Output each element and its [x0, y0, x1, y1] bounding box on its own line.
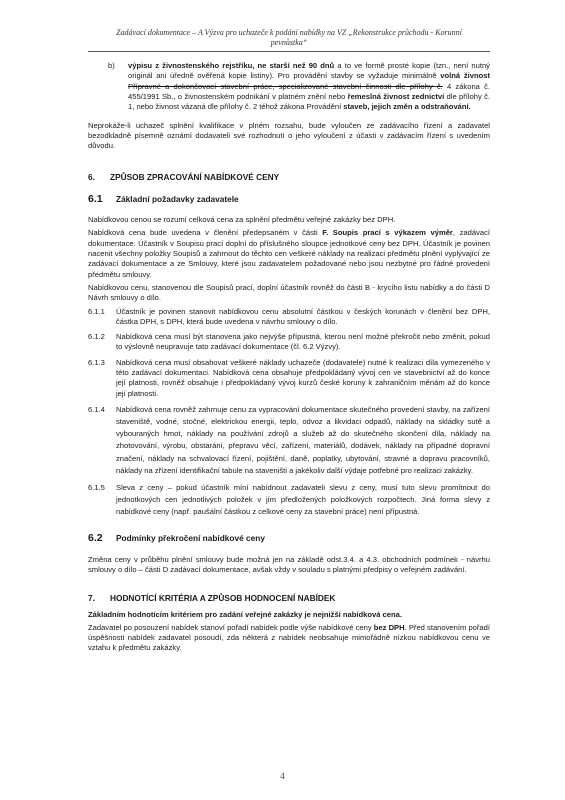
list-item-text — [128, 61, 490, 113]
subsection-number: 6.2 — [88, 532, 103, 545]
bold-text: staveb, jejich změn a odstraňování. — [343, 102, 471, 112]
numbered-item-6-1-2 — [88, 332, 490, 353]
item-number: 6.1.1 — [88, 306, 105, 316]
bold-text: F. Soupis prací s výkazem výměr — [322, 228, 453, 238]
body-text: a to ve formě prosté kopie (tzn., není nutný originál ani úředně ověřená kopie listiny). Pro provádění stavby se vyžaduje minimálně — [128, 61, 490, 81]
section-6-heading — [88, 172, 490, 183]
paragraph-7-b — [88, 623, 490, 654]
subsection-number: 6.1 — [88, 192, 103, 205]
item-text: Účastník je povinen stanovit nabídkovou cenu absolutní částkou v českých korunách v členění bez DPH, částka DPH, s DPH, která bude uvedena v návrhu smlouvy o dílo. — [116, 306, 490, 326]
section-7-heading — [88, 593, 490, 604]
item-number: 6.1.3 — [88, 357, 105, 367]
body-text: Zadavatel po posouzení nabídek stanoví pořadí nabídek podle výše nabídkové ceny — [88, 622, 374, 632]
section-number: 6. — [88, 171, 95, 182]
header-line-2: pevnůstka“ — [270, 38, 308, 47]
paragraph-7-a: Základním hodnotícím kritériem pro zadání veřejné zakázky je nejnižší nabídková cena. — [88, 610, 402, 620]
list-item-b — [108, 61, 490, 113]
section-title: HODNOTÍCÍ KRITÉRIA A ZPŮSOB HODNOCENÍ NABÍDEK — [110, 593, 336, 604]
body-text: Nabídková cena bude uvedena v členění předepsaném v části — [88, 228, 323, 238]
paragraph-6-1-b — [88, 228, 490, 280]
header-line-1: Zadávací dokumentace – A Výzva pro uchazeče k podání nabídky na VZ „Rekonstrukce průchodu - Korunní — [116, 28, 462, 37]
item-text: Nabídková cena musí být stanovena jako nejvýše přípustná, kterou není možné překročit nebo změnit, pokud to výslovně neupravuje tato zadávací dokumentace (čl. 6.2 Výzvy). — [116, 332, 490, 352]
struck-text: Přípravné a dokončovací stavební práce, specializované stavební činnosti dle přílohy č. — [128, 81, 443, 91]
bold-text: volná živnost — [440, 71, 490, 81]
numbered-item-6-1-1 — [88, 307, 490, 328]
section-number: 7. — [88, 593, 95, 604]
body-text: 4 zákona č. 455/1991 Sb., o živnostenském podnikání v platném znění nebo — [128, 81, 491, 101]
item-text: Sleva z ceny – pokud účastník míní nabídnout zadavateli slevu z ceny, musí tuto slevu promítnout do jednotkových cen jednotlivých položek v jím předložených položkových rozpočtech. Jiná forma slevy z nabídkové ceny (např. paušální částkou z celkové ceny za stavební práce) není přípustná. — [116, 482, 490, 517]
bold-text: řemeslná živnost zednictví — [347, 91, 445, 101]
document-page — [88, 28, 490, 657]
item-number: 6.1.5 — [88, 482, 105, 492]
numbered-item-6-1-4 — [88, 404, 490, 477]
paragraph-6-1-a: Nabídkovou cenou se rozumí celková cena za splnění předmětu veřejné zakázky bez DPH. — [88, 215, 396, 225]
page-number: 4 — [280, 771, 285, 781]
body-text: , zadávací dokumentace. Účastník v Soupisu prací doplní do příslušného sloupce jednotkové ceny bez DPH. Účastník je povinen nacenit všechny položky Soupisů a zahrnout do těchto cen veškeré náklady na realizaci předmětu plnění vyplývající ze zadávací dokumentace a ze Smlouvy, které jsou zadavatelem požadované nebo jsou nezbytné pro řádné provedení předmětu smlouvy. — [88, 228, 490, 279]
numbered-item-6-1-3 — [88, 358, 490, 399]
section-title: ZPŮSOB ZPRACOVÁNÍ NABÍDKOVÉ CENY — [110, 171, 280, 182]
list-item-label: b) — [108, 61, 115, 70]
paragraph-6-2: Změna ceny v průběhu plnění smlouvy bude možná jen na základě odst.3.4. a 4.3. obchodních podmínek - návrhu smlouvy o dílo – části D zadávací dokumentace, avšak vždy v souladu s platnými předpisy o veřejném zadávání. — [88, 554, 490, 574]
numbered-item-6-1-5 — [88, 482, 490, 518]
body-text: . Před stanovením pořadí úspěšnosti nabídek zadavatel posoudí, zda některá z nabídek neobsahuje mimořádně nízkou nabídkovou cenu ve vztahu k předmětu zakázky. — [88, 622, 490, 653]
item-number: 6.1.4 — [88, 405, 105, 415]
bold-text: výpisu z živnostenského rejstříku, ne starší než 90 dnů — [128, 61, 335, 70]
page-header — [88, 28, 490, 52]
subsection-6-2-heading — [88, 531, 490, 545]
subsection-6-1-heading — [88, 192, 490, 206]
subsection-title: Podmínky překročení nabídkové ceny — [116, 533, 265, 544]
paragraph-6-1-c: Nabídkovou cenu, stanovenou dle Soupisů prací, doplní účastník rovněž do části B - krycího listu nabídky a do části D Návrh smlouvy o dílo. — [88, 282, 490, 303]
exclusion-paragraph: Neprokáže-li uchazeč splnění kvalifikace v plném rozsahu, bude vyloučen ze zadávacího řízení a zadavatel bezodkladně písemně oznámí dodavateli své rozhodnutí o jeho vyloučení z účasti v zadávacím řízení s uvedením důvodu. — [88, 120, 490, 151]
item-number: 6.1.2 — [88, 332, 105, 342]
item-text: Nabídková cena musí obsahovat veškeré náklady uchazeče (dodavatele) nutné k realizaci díla vymezeného v této zadávací dokumentaci. Nabídková cena obsahuje předpokládaný vývoj cen ve stavebnictví až do konce její platnosti, rovněž obsahuje i předpokládaný vývoj kurzů české koruny k zahraničním měnám až do konce její platnosti. — [116, 357, 490, 398]
subsection-title: Základní požadavky zadavatele — [116, 193, 239, 204]
body-text: dle přílohy č. 1, nebo živnost vázaná dle přílohy č. 2 téhož zákona Provádění — [128, 91, 490, 112]
bold-text: bez DPH — [373, 622, 405, 632]
item-text: Nabídková cena rovněž zahrnuje cenu za vypracování dokumentace skutečného provedení stavby, na zařízení staveniště, vodné, stočné, elektrickou energii, teplo, odvoz a likvidaci odpadů, náklady na skládky sutě a vybouraných hmot, náklady na používání zdrojů a služeb až do skutečného skončení díla, náklady na zhotovování, výrobu, obstarání, přepravu věcí, zařízení, materiálů, dodávek, náklady na případné dopravní značení, náklady na schvalovací řízení, pojištění, daně, poplatky, ubytování, stravné a dopravu pracovníků, náklady na zřízení identifikační tabule na staveništi a jakékoliv další výdaje potřebné pro realizaci zakázky. — [116, 405, 490, 475]
